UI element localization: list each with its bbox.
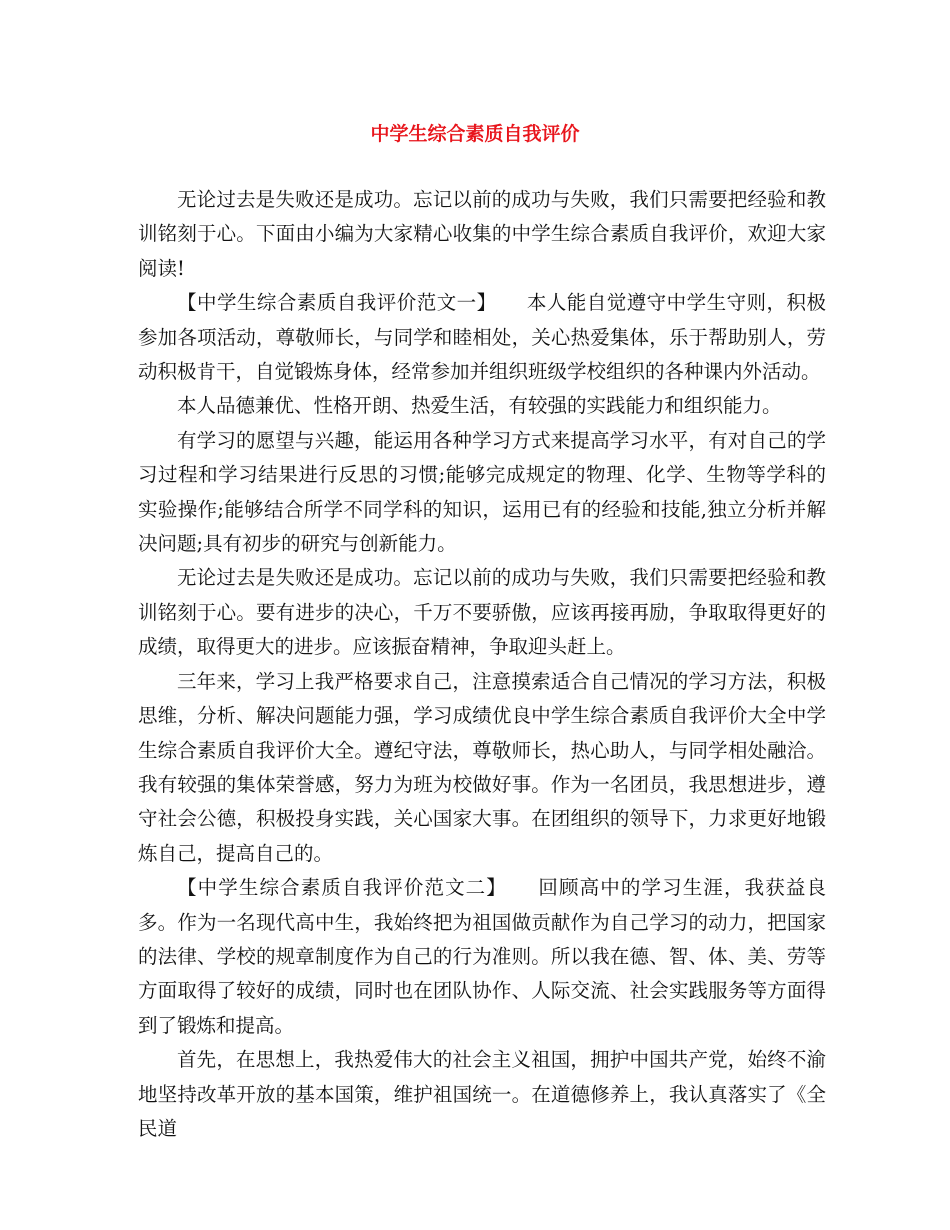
document-title: 中学生综合素质自我评价 bbox=[370, 123, 580, 145]
document-body bbox=[138, 183, 826, 1146]
paragraph-three-years: 三年来，学习上我严格要求自己，注意摸索适合自己情况的学习方法，积极思维，分析、解决问题能力强，学习成绩优良中学生综合素质自我评价大全中学生综合素质自我评价大全。遵纪守法，尊敬师长，热心助人，与同学相处融洽。我有较强的集体荣誉感，努力为班为校做好事。作为一名团员，我思想进步，遵守社会公德，积极投身实践，关心国家大事。在团组织的领导下，力求更好地锻炼自己，提高自己的。 bbox=[138, 669, 826, 865]
paragraph-progress: 无论过去是失败还是成功。忘记以前的成功与失败，我们只需要把经验和教训铭刻于心。要有进步的决心，千万不要骄傲，应该再接再励，争取取得更好的成绩，取得更大的进步。应该振奋精神，争取迎头赶上。 bbox=[138, 566, 826, 659]
paragraph-sample-one: 【中学生综合素质自我评价范文一】 本人能自觉遵守中学生守则，积极参加各项活动，尊敬师长，与同学和睦相处，关心热爱集体，乐于帮助别人，劳动积极肯干，自觉锻炼身体，经常参加并组织班级学校组织的各种课内外活动。 bbox=[138, 291, 826, 384]
paragraph-intro: 无论过去是失败还是成功。忘记以前的成功与失败，我们只需要把经验和教训铭刻于心。下面由小编为大家精心收集的中学生综合素质自我评价，欢迎大家阅读! bbox=[138, 188, 826, 280]
paragraph-learning: 有学习的愿望与兴趣，能运用各种学习方式来提高学习水平，有对自己的学习过程和学习结果进行反思的习惯;能够完成规定的物理、化学、生物等学科的实验操作;能够结合所学不同学科的知识，运用已有的经验和技能,独立分析并解决问题;具有初步的研究与创新能力。 bbox=[138, 428, 826, 556]
paragraph-sample-two: 【中学生综合素质自我评价范文二】 回顾高中的学习生涯，我获益良多。作为一名现代高中生，我始终把为祖国做贡献作为自己学习的动力，把国家的法律、学校的规章制度作为自己的行为准则。所以我在德、智、体、美、劳等方面取得了较好的成绩，同时也在团队协作、人际交流、社会实践服务等方面得到了锻炼和提高。 bbox=[138, 876, 826, 1037]
paragraph-thought: 首先，在思想上，我热爱伟大的社会主义祖国，拥护中国共产党，始终不渝地坚持改革开放的基本国策，维护祖国统一。在道德修养上，我认真落实了《全民道 bbox=[138, 1048, 826, 1140]
paragraph-character: 本人品德兼优、性格开朗、热爱生活，有较强的实践能力和组织能力。 bbox=[177, 394, 782, 418]
